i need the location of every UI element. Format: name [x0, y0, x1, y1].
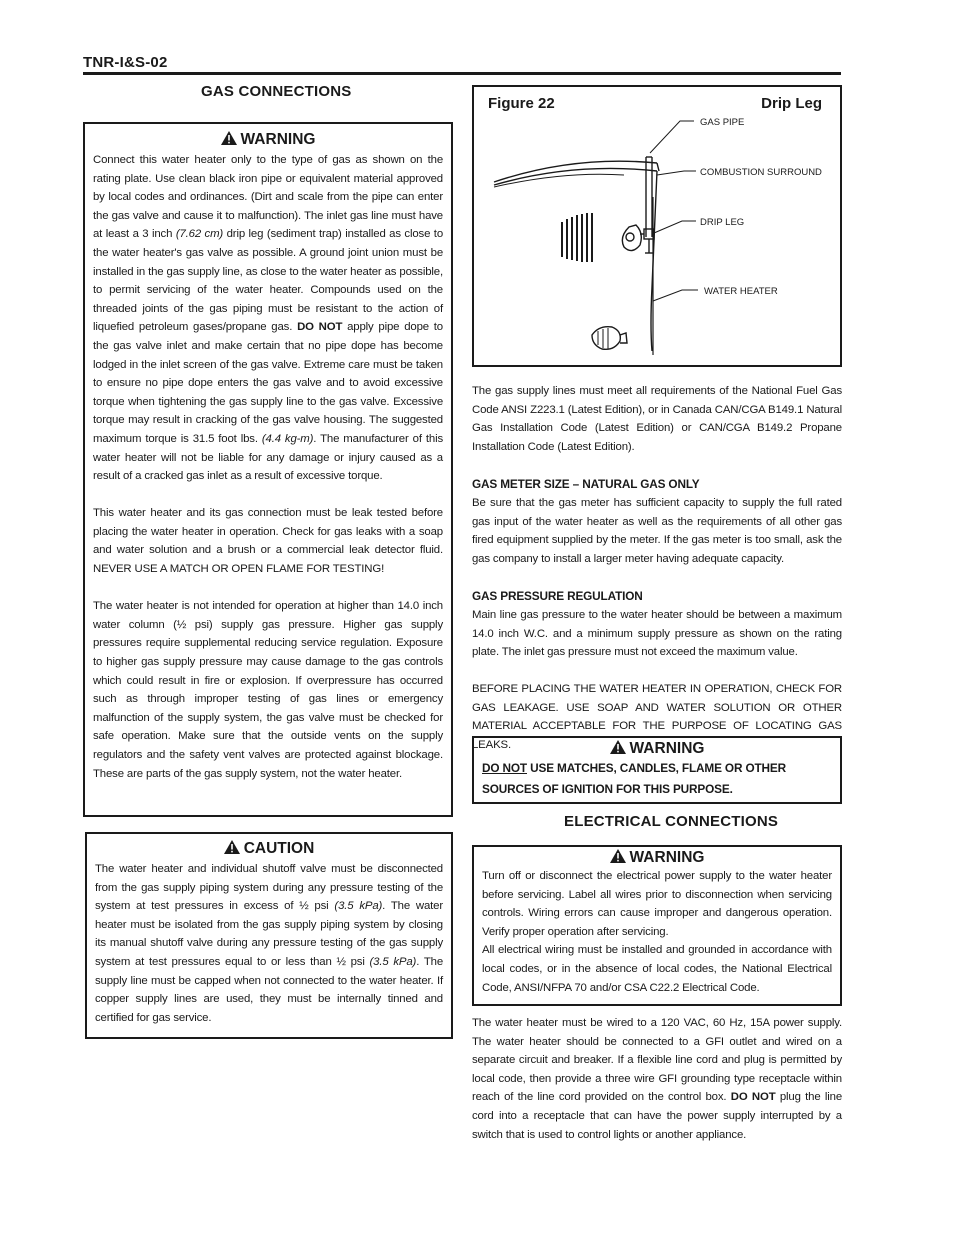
header-rule: [83, 72, 841, 75]
warning-label: WARNING: [629, 849, 705, 866]
electrical-warning-paragraph-2: All electrical wiring must be installed and grounded in accordance with local codes, or in the absence of local codes, the National Electrical Code, ANSI/NFPA 70 and/or CSA C22.2 Electrical Code.: [482, 944, 832, 994]
gas-warning-heading: [93, 131, 443, 149]
leak-check-text: BEFORE PLACING THE WATER HEATER IN OPERATION, CHECK FOR GAS LEAKAGE. USE SOAP AND WATER SOLUTION OR OTHER MATERIAL ACCEPTABLE FOR THE PURPOSE OF LOCATING GAS LEAKS.: [472, 683, 842, 751]
caution-label: CAUTION: [243, 840, 315, 857]
figure-title: Drip Leg: [761, 95, 822, 112]
electrical-connections-title: ELECTRICAL CONNECTIONS: [564, 813, 779, 830]
caution-box: [85, 832, 453, 1039]
gas-warning-paragraph-1: Connect this water heater only to the type of gas as shown on the rating plate. Use clean black iron pipe or equivalent material approved by local codes and ordinances. (Dirt and scale from the pipe can enter the gas valve and cause it to malfunction). The inlet gas line must have at least a 3 inch (7.62 cm) drip leg (sediment trap) installed as close to the water heater's gas valve as possible. A ground joint union must be installed in the gas supply line, as close to the water heater as possible, to permit servicing of the water heater. Compounds used on the threaded joints of the gas piping must be resistant to the action of liquefied petroleum gases/propane gas. DO NOT apply pipe dope to the gas valve inlet and make certain that no pipe dope has become lodged in the inlet screen of the gas valve. Extreme care must be taken to ensure no pipe dope enters the gas valve and to avoid excessive torque when tightening the gas supply line to the gas valve. Excessive torque may result in cracking of the gas valve housing. The suggested maximum torque is 31.5 foot lbs. (4.4 kg-m). The manufacturer of this water heater will not be liable for any damage or injury caused as a result of a cracked gas inlet as a result of excessive torque.: [93, 154, 443, 483]
gas-warning-paragraph-3: The water heater is not intended for operation at higher than 14.0 inch water column (½ psi) supply gas pressure. Higher gas supply pressures require supplemental reducing service regulation. Exposure to higher gas supply pressure may cause damage to the gas controls which could result in fire or explosion. If overpressure has occurred such as through improper testing of gas lines or emergency malfunction of the supply system, the gas valve must be checked for safe operation. Make sure that the outside vents on the supply regulators and the safety vent valves are protected against blockage. These are parts of the gas supply system, not the water heater.: [93, 600, 443, 780]
caution-heading: [95, 840, 443, 858]
warning-triangle-icon: [610, 849, 626, 863]
ignition-warning-box: [472, 736, 842, 804]
warning-label: WARNING: [240, 131, 316, 148]
drip-leg-diagram: [474, 87, 840, 365]
label-combustion-surround: COMBUSTION SURROUND: [700, 167, 822, 178]
label-water-heater: WATER HEATER: [704, 286, 778, 297]
electrical-supply-text: The water heater must be wired to a 120 VAC, 60 Hz, 15A power supply. The water heater should be connected to a GFI outlet and wired on a separate circuit and breaker. If a flexible line cord and plug is permitted by local code, then provide a three wire GFI grounding type receptacle within reach of the line cord provided on the control box. DO NOT plug the line cord into a receptacle that can have the power supply interrupted by a switch that is used to control lights or another appliance.: [472, 1017, 842, 1141]
electrical-warning-paragraph-1: Turn off or disconnect the electrical power supply to the water heater before servicing. Label all wires prior to disconnection when servicing controls. Wiring errors can cause improper and dangerous operation. Verify proper operation after servicing.: [482, 870, 832, 938]
gas-pressure-text: Main line gas pressure to the water heater should be between a maximum 14.0 inch W.C. and a minimum supply pressure as shown on the rating plate. The inlet gas pressure must not exceed the maximum value.: [472, 609, 842, 659]
document-code: TNR-I&S-02: [83, 54, 168, 71]
ignition-warning-text: DO NOT USE MATCHES, CANDLES, FLAME OR OTHER SOURCES OF IGNITION FOR THIS PURPOSE.: [482, 761, 786, 796]
ignition-warning-heading: [482, 740, 832, 758]
gas-pressure-heading: GAS PRESSURE REGULATION: [472, 589, 643, 603]
gas-supply-text: The gas supply lines must meet all requirements of the National Fuel Gas Code ANSI Z223.1 (Latest Edition), or in Canada CAN/CGA B149.1 Natural Gas Installation Code (Latest Edition) or CAN/CGA B149.2 Propane Installation Code (Latest Edition).: [472, 385, 842, 453]
figure-number: Figure 22: [488, 95, 555, 112]
gas-connections-title: GAS CONNECTIONS: [201, 83, 352, 100]
gas-meter-text: Be sure that the gas meter has sufficient capacity to supply the full rated gas input of the water heater as well as the requirements of all other gas fired equipment supplied by the meter. If the gas meter is too small, ask the gas company to install a larger meter having adequate capacity.: [472, 497, 842, 565]
warning-label: WARNING: [629, 740, 705, 757]
gas-warning-paragraph-2: This water heater and its gas connection must be leak tested before placing the water heater in operation. Check for gas leaks with a soap and water solution and a brush or a commercial leak detector fluid. NEVER USE A MATCH OR OPEN FLAME FOR TESTING!: [93, 507, 443, 576]
gas-meter-heading: GAS METER SIZE – NATURAL GAS ONLY: [472, 477, 700, 491]
warning-triangle-icon: [221, 131, 237, 145]
label-drip-leg: DRIP LEG: [700, 217, 745, 228]
caution-paragraph: The water heater and individual shutoff valve must be disconnected from the gas supply piping system during any pressure testing of the system at test pressures in excess of ½ psi (3.5 kPa). The water heater must be isolated from the gas supply piping system by closing its manual shutoff valve during any pressure testing of the gas supply system at test pressures equal to or less than ½ psi (3.5 kPa). The supply line must be capped when not connected to the water heater. If copper supply lines are used, they must be internally tinned and certified for gas service.: [95, 863, 443, 1024]
gas-warning-box: [83, 122, 453, 817]
warning-triangle-icon: [610, 740, 626, 754]
figure-22-box: [472, 85, 842, 367]
electrical-warning-box: [472, 845, 842, 1006]
electrical-warning-heading: [482, 849, 832, 867]
label-gas-pipe: GAS PIPE: [700, 117, 745, 128]
warning-triangle-icon: [224, 840, 240, 854]
